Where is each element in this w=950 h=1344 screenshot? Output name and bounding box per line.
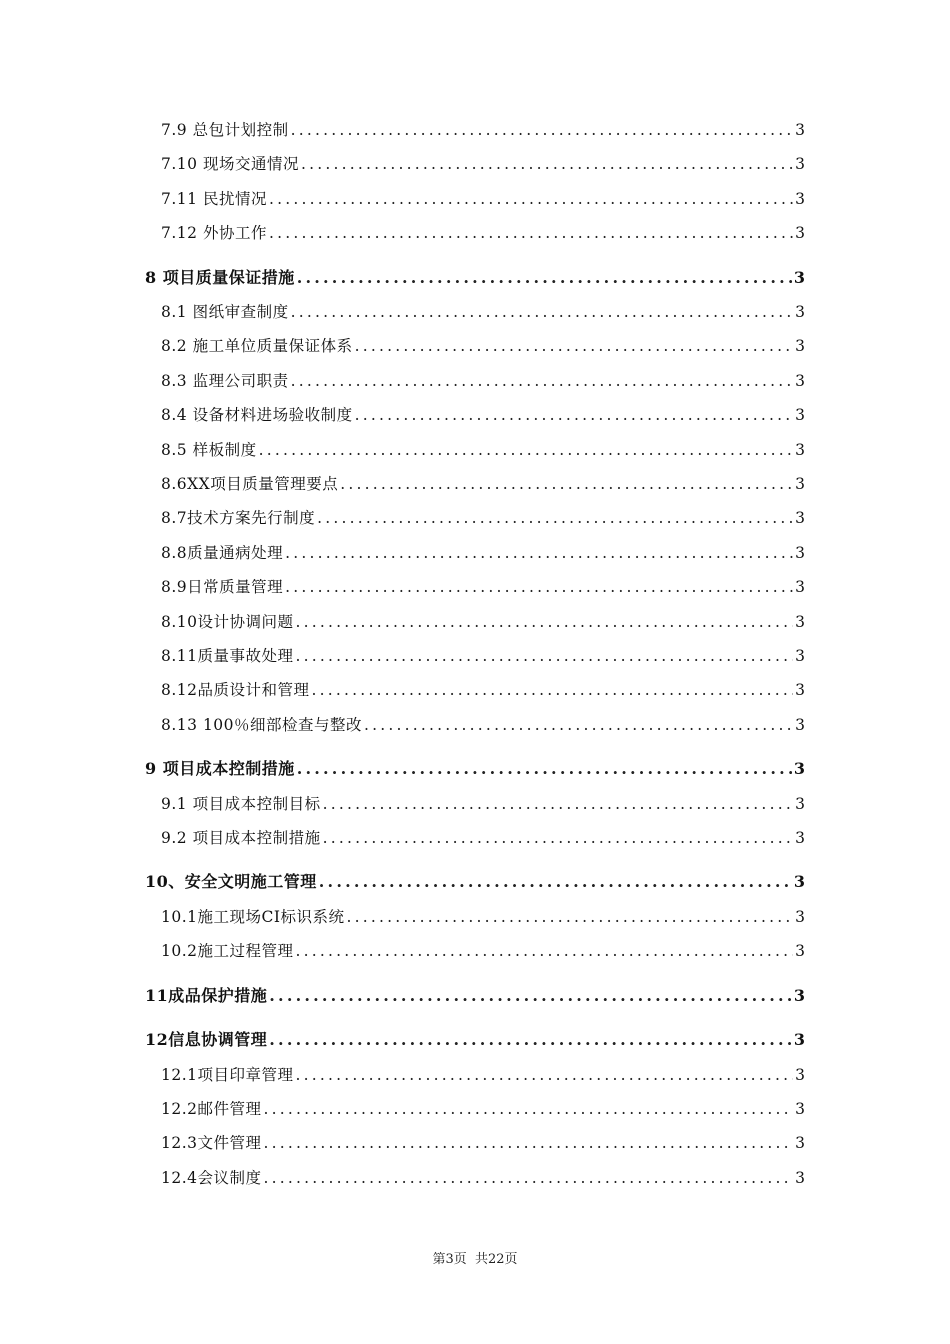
toc-dot-leader [259,440,793,460]
toc-section-entry[interactable] [161,1065,805,1099]
toc-entry-title: 9.2 项目成本控制措施 [161,829,321,848]
toc-dot-leader [297,759,792,779]
toc-entry-page: 3 [795,509,805,528]
toc-section-entry[interactable] [161,440,805,474]
toc-entry-page: 3 [795,155,805,174]
toc-chapter-entry[interactable] [145,976,805,1021]
toc-entry-title: 8.7技术方案先行制度 [161,509,316,528]
toc-section-entry[interactable] [161,154,805,188]
toc-dot-leader [264,1168,793,1188]
toc-entry-title: 7.12 外协工作 [161,224,267,243]
toc-entry-title: 8.6XX项目质量管理要点 [161,475,339,494]
toc-entry-page: 3 [795,224,805,243]
toc-entry-page: 3 [795,543,805,562]
toc-dot-leader [364,715,793,735]
toc-dot-leader [312,680,793,700]
toc-entry-title: 8.2 施工单位质量保证体系 [161,337,353,356]
toc-entry-title: 9.1 项目成本控制目标 [161,794,321,813]
toc-section-entry[interactable] [161,828,805,862]
toc-entry-page: 3 [795,646,805,665]
toc-entry-title: 11成品保护措施 [145,985,268,1005]
toc-dot-leader [301,154,793,174]
toc-section-entry[interactable] [161,543,805,577]
toc-dot-leader [347,907,794,927]
toc-dot-leader [296,941,793,961]
toc-entry-page: 3 [793,759,805,779]
toc-dot-leader [323,828,793,848]
toc-chapter-entry[interactable] [145,749,805,794]
toc-entry-title: 8.10设计协调问题 [161,612,294,631]
toc-entry-page: 3 [793,985,805,1005]
toc-entry-page: 3 [795,1100,805,1119]
toc-entry-title: 12信息协调管理 [145,1030,268,1050]
toc-section-entry[interactable] [161,1168,805,1202]
toc-section-entry[interactable] [161,405,805,439]
toc-entry-title: 8.3 监理公司职责 [161,371,289,390]
toc-dot-leader [291,120,793,140]
toc-entry-page: 3 [793,1030,805,1050]
toc-section-entry[interactable] [161,577,805,611]
toc-entry-page: 3 [795,1065,805,1084]
toc-section-entry[interactable] [161,474,805,508]
toc-entry-title: 10.2施工过程管理 [161,942,294,961]
toc-chapter-entry[interactable] [145,862,805,907]
toc-dot-leader [269,986,792,1006]
toc-section-entry[interactable] [161,612,805,646]
toc-dot-leader [323,794,793,814]
toc-entry-title: 7.9 总包计划控制 [161,121,289,139]
toc-dot-leader [264,1099,793,1119]
table-of-contents [0,120,950,1202]
toc-section-entry[interactable] [161,1099,805,1133]
toc-section-entry[interactable] [161,223,805,257]
toc-section-entry[interactable] [161,794,805,828]
toc-entry-title: 12.2邮件管理 [161,1100,262,1119]
toc-entry-page: 3 [795,907,805,926]
toc-entry-page: 3 [795,612,805,631]
toc-entry-title: 8.1 图纸审查制度 [161,303,289,322]
toc-dot-leader [355,336,793,356]
toc-entry-title: 10、安全文明施工管理 [145,872,317,892]
toc-entry-page: 3 [795,1134,805,1153]
toc-entry-title: 7.10 现场交通情况 [161,155,299,174]
toc-entry-page: 3 [795,303,805,322]
toc-entry-page: 3 [795,794,805,813]
toc-entry-title: 8.8质量通病处理 [161,543,284,562]
toc-entry-title: 8.5 样板制度 [161,440,257,459]
toc-entry-page: 3 [795,406,805,425]
toc-entry-page: 3 [795,121,805,139]
page-total: 共22页 [474,1252,518,1267]
toc-dot-leader [285,543,793,563]
toc-section-entry[interactable] [161,371,805,405]
toc-section-entry[interactable] [161,336,805,370]
toc-section-entry[interactable] [161,941,805,975]
toc-entry-title: 8.13 100％细部检查与整改 [161,715,363,734]
toc-dot-leader [319,872,792,892]
toc-dot-leader [297,268,792,288]
toc-dot-leader [269,189,793,209]
toc-entry-title: 10.1施工现场CI标识系统 [161,907,345,926]
toc-entry-page: 3 [795,942,805,961]
toc-section-entry[interactable] [161,508,805,542]
toc-entry-page: 3 [795,475,805,494]
toc-entry-title: 12.3文件管理 [161,1134,262,1153]
toc-dot-leader [340,474,793,494]
page-number: 第3页 [432,1252,467,1267]
toc-entry-page: 3 [795,440,805,459]
toc-dot-leader [264,1133,793,1153]
toc-section-entry[interactable] [161,680,805,714]
toc-dot-leader [291,302,793,322]
toc-section-entry[interactable] [161,189,805,223]
toc-entry-page: 3 [795,337,805,356]
toc-dot-leader [269,223,793,243]
toc-entry-page: 3 [795,715,805,734]
toc-section-entry[interactable] [161,646,805,680]
toc-dot-leader [285,577,793,597]
toc-dot-leader [269,1030,792,1050]
toc-section-entry[interactable] [161,1133,805,1167]
toc-entry-title: 8.12品质设计和管理 [161,681,310,700]
toc-entry-title: 7.11 民扰情况 [161,189,267,208]
toc-chapter-entry[interactable] [145,258,805,303]
toc-dot-leader [296,1065,793,1085]
toc-entry-title: 8.11质量事故处理 [161,646,294,665]
toc-dot-leader [296,612,793,632]
toc-entry-title: 12.1项目印章管理 [161,1065,294,1084]
toc-section-entry[interactable] [161,907,805,941]
toc-entry-title: 9 项目成本控制措施 [145,759,295,779]
toc-entry-title: 8.4 设备材料进场验收制度 [161,406,353,425]
toc-entry-page: 3 [793,872,805,892]
toc-dot-leader [317,508,793,528]
toc-section-entry[interactable] [161,302,805,336]
toc-dot-leader [355,405,793,425]
toc-section-entry[interactable] [161,715,805,749]
toc-dot-leader [296,646,793,666]
toc-entry-page: 3 [795,189,805,208]
toc-entry-page: 3 [795,1168,805,1187]
toc-entry-title: 12.4会议制度 [161,1168,262,1187]
toc-section-entry[interactable] [161,120,805,154]
toc-chapter-entry[interactable] [145,1020,805,1065]
toc-entry-title: 8 项目质量保证措施 [145,267,295,287]
toc-entry-title: 8.9日常质量管理 [161,578,284,597]
toc-entry-page: 3 [795,681,805,700]
toc-entry-page: 3 [795,829,805,848]
toc-entry-page: 3 [795,371,805,390]
toc-entry-page: 3 [795,578,805,597]
page-footer [0,1248,950,1267]
toc-dot-leader [291,371,793,391]
toc-entry-page: 3 [793,267,805,287]
